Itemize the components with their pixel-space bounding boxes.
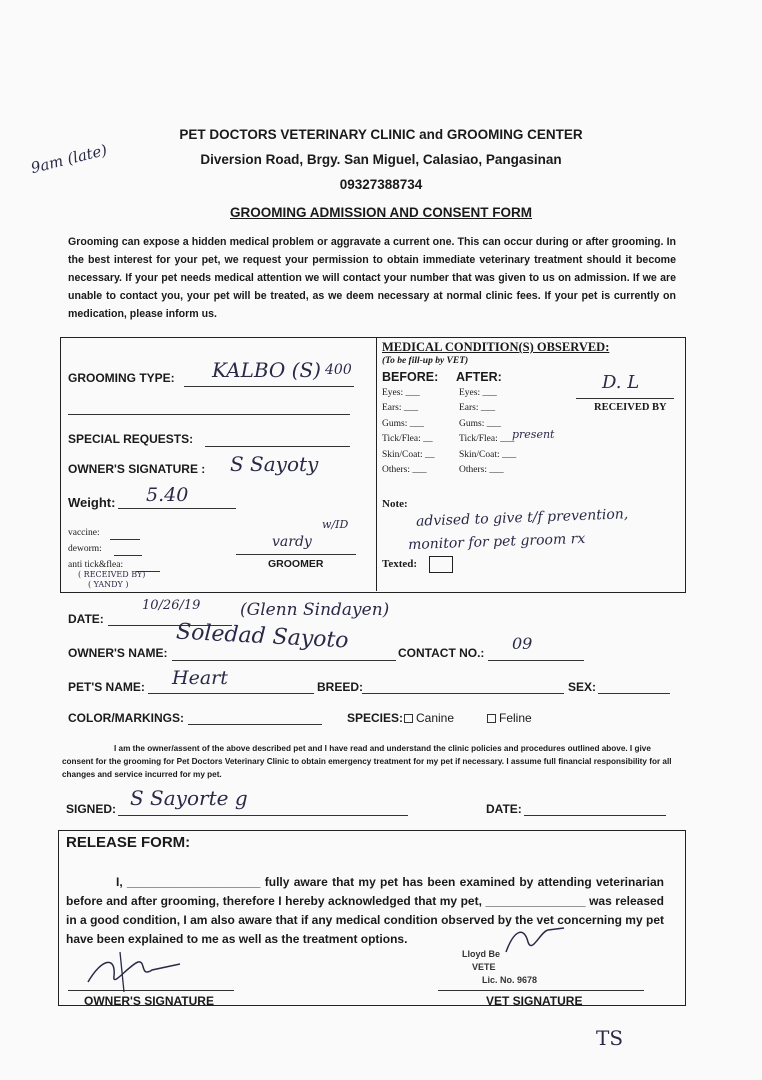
check-after-tickflea: Tick/Flea: ___ <box>459 434 515 444</box>
before-label: BEFORE: <box>382 370 439 384</box>
weight-label: Weight: <box>68 495 116 510</box>
pet-name-label: PET'S NAME: <box>68 680 145 694</box>
intro-paragraph: Grooming can expose a hidden medical problem or aggravate a current one. This can occur during or after grooming. In the best interest for your pet, we request your permission to obtain immediate veterinary treatment should it become necessary. If your pet needs medical attention we will contact your number that was given to us on admission. If we are unable to contact you, your pet will be treated, as we deem necessary at normal clinic fees. If your pet is currently on medication, please inform us. <box>68 236 676 320</box>
check-before-eyes: Eyes: ___ <box>382 388 420 398</box>
owner-signature-label: OWNER'S SIGNATURE : <box>68 462 206 476</box>
wid-note: w/ID <box>322 518 349 531</box>
canine-label: Canine <box>416 711 455 725</box>
contact-label: CONTACT NO.: <box>398 646 485 660</box>
vaccine-label: vaccine: <box>68 528 100 538</box>
note-line-2[interactable]: monitor for pet groom rx <box>407 530 586 554</box>
grooming-type-value[interactable]: KALBO (S) <box>212 358 321 382</box>
color-label: COLOR/MARKINGS: <box>68 711 184 725</box>
special-requests-label: SPECIAL REQUESTS: <box>68 432 194 446</box>
date-value[interactable]: 10/26/19 <box>142 598 201 613</box>
grooming-type-label: GROOMING TYPE: <box>68 371 175 385</box>
signed-value[interactable]: S Sayorte g <box>130 786 248 810</box>
stamp-line-2: VETE <box>472 962 496 972</box>
texted-checkbox[interactable] <box>429 556 453 573</box>
stamp-line-3: Lic. No. 9678 <box>482 975 538 985</box>
check-before-tickflea: Tick/Flea: __ <box>382 434 433 444</box>
release-title: RELEASE FORM: <box>66 834 191 851</box>
vet-signature-label: VET SIGNATURE <box>486 994 583 1008</box>
owner-signature-value[interactable]: S Sayoty <box>230 452 319 476</box>
deworm-label: deworm: <box>68 544 102 554</box>
canine-option[interactable] <box>404 711 454 725</box>
texted-label: Texted: <box>382 558 418 570</box>
signed-label: SIGNED: <box>66 802 117 816</box>
feline-checkbox[interactable] <box>487 714 496 723</box>
check-before-skincoat: Skin/Coat: __ <box>382 450 435 460</box>
clinic-phone: 09327388734 <box>339 177 423 192</box>
weight-value[interactable]: 5.40 <box>146 484 189 506</box>
breed-label: BREED: <box>317 680 364 694</box>
check-before-ears: Ears: ___ <box>382 403 419 413</box>
check-before-gums: Gums: ___ <box>382 419 424 429</box>
anti-tick-label: anti tick&flea: <box>68 560 124 570</box>
clinic-name: PET DOCTORS VETERINARY CLINIC and GROOMING CENTER <box>179 127 583 142</box>
check-before-others: Others: ___ <box>382 465 427 475</box>
box-divider <box>376 338 377 591</box>
initials-note: TS <box>596 1026 624 1050</box>
check-after-others: Others: ___ <box>459 465 504 475</box>
form-title: GROOMING ADMISSION AND CONSENT FORM <box>230 205 532 220</box>
received-by-label: RECEIVED BY <box>594 402 667 413</box>
received-by-note: ( RECEIVED BY) <box>78 570 146 579</box>
release-paragraph: I, ____________________ fully aware that my pet has been examined by attending veterinarian before and after grooming, therefore I hereby acknowledged that my pet, _______________ was released in a good condition, I am also aware that if any medical condition observed by the vet concerning my pet have been explained to me as well as the treatment options. <box>66 875 664 946</box>
groomer-label: GROOMER <box>268 558 324 570</box>
medical-title: MEDICAL CONDITION(S) OBSERVED: <box>382 340 610 354</box>
signed-date-label: DATE: <box>486 802 522 816</box>
name-paren-value: (Glenn Sindayen) <box>240 600 390 620</box>
grooming-price-value[interactable]: 400 <box>325 362 352 378</box>
received-by-name: ( YANDY ) <box>88 580 129 589</box>
date-label: DATE: <box>68 612 104 626</box>
after-label: AFTER: <box>456 370 502 384</box>
received-by-vet-value[interactable]: D. L <box>602 372 640 393</box>
handwritten-time-note: 9am (late) <box>28 140 109 178</box>
sex-label: SEX: <box>568 680 597 694</box>
check-after-eyes: Eyes: ___ <box>459 388 497 398</box>
owner-name-label: OWNER'S NAME: <box>68 646 168 660</box>
consent-paragraph: I am the owner/assent of the above described pet and I have read and understand the clinic policies and procedures outlined above. I give consent for the grooming for Pet Doctors Veterinary Clinic to obtain emergency treatment for my pet if necessary. I assume full financial responsibility for all changes and service incurred for my pet. <box>62 744 672 779</box>
stamp-line-1: Lloyd Be <box>462 949 501 959</box>
check-after-skincoat: Skin/Coat: ___ <box>459 450 517 460</box>
note-line-1[interactable]: advised to give t/f prevention, <box>415 506 629 530</box>
owner-release-signature <box>80 948 190 994</box>
pet-name-value[interactable]: Heart <box>172 667 228 689</box>
canine-checkbox[interactable] <box>404 714 413 723</box>
tick-flea-after-value[interactable]: present <box>512 428 555 441</box>
species-label: SPECIES: <box>347 711 404 725</box>
check-after-ears: Ears: ___ <box>459 403 496 413</box>
feline-option[interactable] <box>487 711 532 725</box>
contact-value[interactable]: 09 <box>512 634 533 653</box>
groomer-signature[interactable]: vardy <box>272 534 312 550</box>
clinic-address: Diversion Road, Brgy. San Miguel, Calasiao, Pangasinan <box>200 152 562 167</box>
check-after-gums: Gums: ___ <box>459 419 501 429</box>
owner-name-value[interactable]: Soledad Sayoto <box>175 619 350 654</box>
medical-subtitle: (To be fill-up by VET) <box>382 356 469 366</box>
vet-release-signature <box>500 922 570 958</box>
owner-signature-release-label: OWNER'S SIGNATURE <box>84 994 214 1008</box>
note-label: Note: <box>382 498 408 510</box>
feline-label: Feline <box>499 711 532 725</box>
